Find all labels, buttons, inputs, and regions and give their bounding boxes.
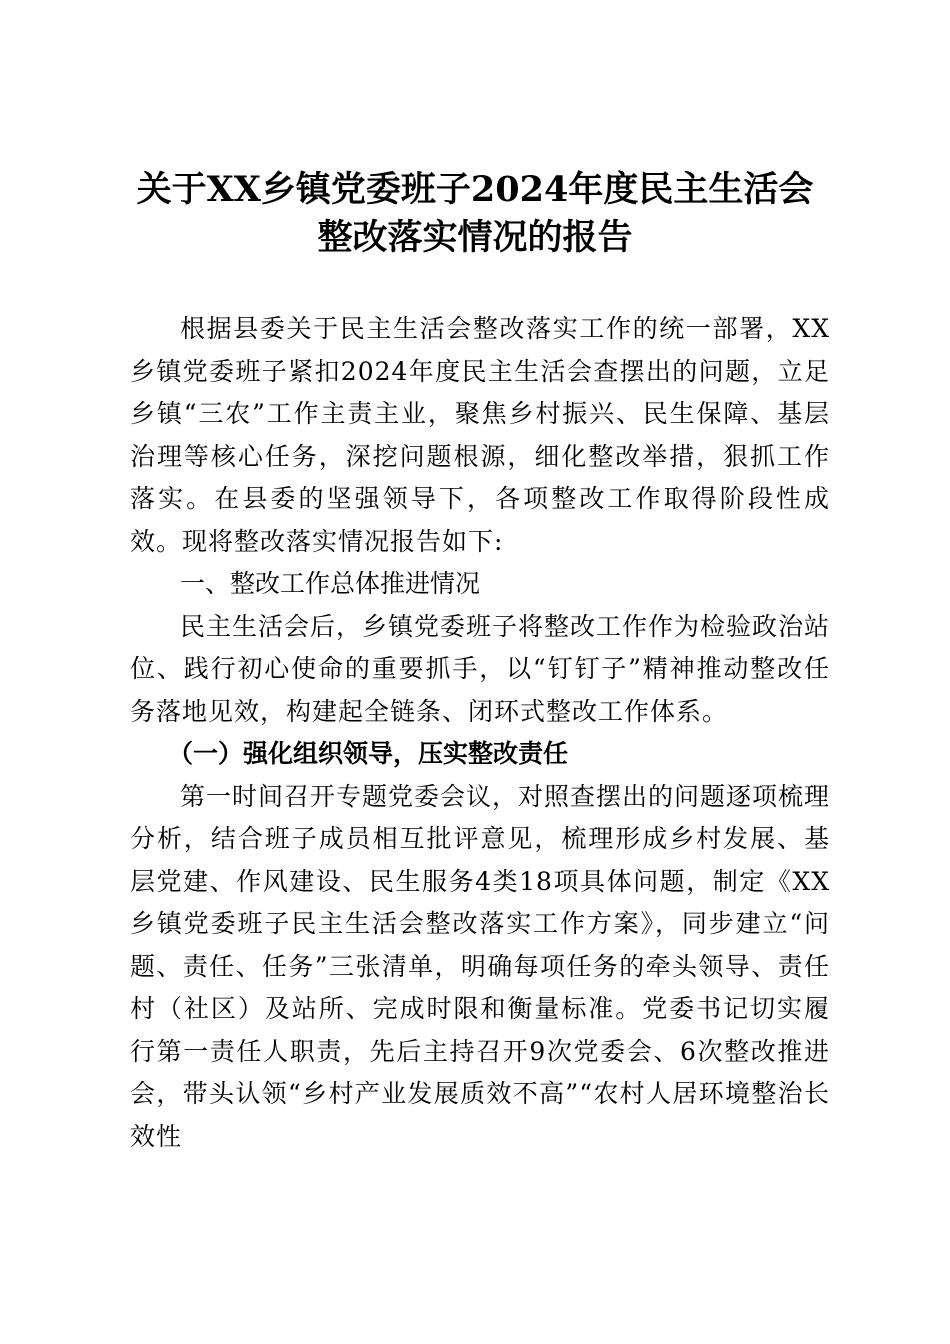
subsection-heading-1: （一）强化组织领导，压实整改责任 bbox=[168, 739, 569, 768]
document-title-line1: 关于XX乡镇党委班子2024年度民主生活会 bbox=[136, 169, 814, 210]
section-1-paragraph: 民主生活会后，乡镇党委班子将整改工作作为检验政治站位、践行初心使命的重要抓手，以“钉钉子”精神推动整改任务落地见效，构建起全链条、闭环式整改工作体系。 bbox=[130, 611, 831, 726]
document-body bbox=[130, 308, 830, 1158]
section-heading-1: 一、整改工作总体推进情况 bbox=[180, 569, 481, 598]
document-title-line2: 整改落实情况的报告 bbox=[317, 217, 633, 258]
subsection-1-paragraph: 第一时间召开专题党委会议，对照查摆出的问题逐项梳理分析，结合班子成员相互批评意见，梳理形成乡村发展、基层党建、作风建设、民生服务4类18项具体问题，制定《XX乡镇党委班子民主生活会整改落实工作方案》，同步建立“问题、责任、任务”三张清单，明确每项任务的牵头领导、责任村（社区）及站所、完成时限和衡量标准。党委书记切实履行第一责任人职责，先后主持召开9次党委会、6次整改推进会，带头认领“乡村产业发展质效不高”“农村人居环境整治长效性 bbox=[130, 781, 831, 1151]
intro-paragraph: 根据县委关于民主生活会整改落实工作的统一部署，XX乡镇党委班子紧扣2024年度民主生活会查摆出的问题，立足乡镇“三农”工作主责主业，聚焦乡村振兴、民生保障、基层治理等核心任务，深挖问题根源，细化整改举措，狠抓工作落实。在县委的坚强领导下，各项整改工作取得阶段性成效。现将整改落实情况报告如下: bbox=[130, 314, 830, 556]
